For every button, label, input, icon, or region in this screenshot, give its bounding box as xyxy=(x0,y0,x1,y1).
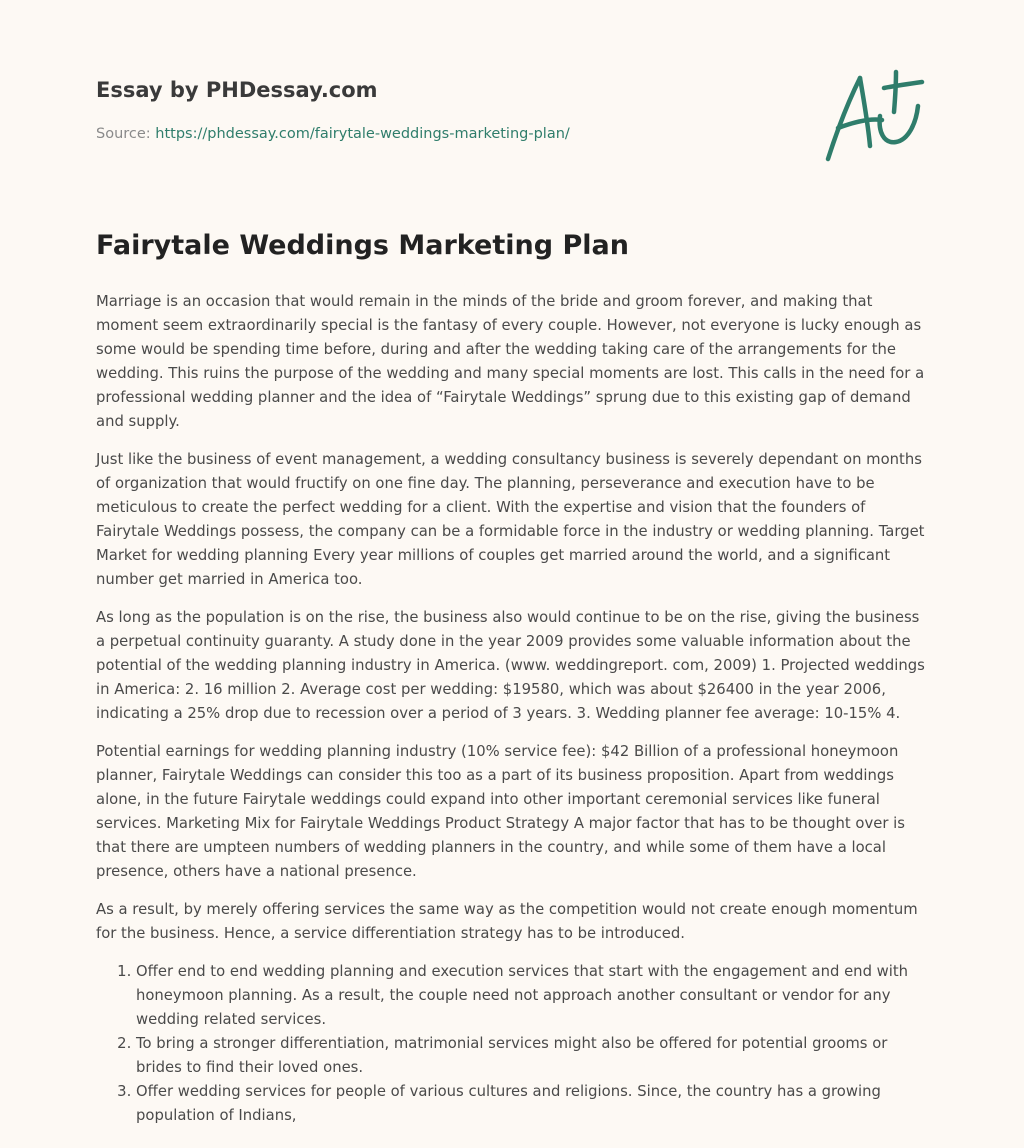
essay-paragraph: Just like the business of event management, a wedding consultancy business is severely dependant on months of organization that would fructify on one fine day. The planning, perseverance and execution have to be meticulous to create the perfect wedding for a client. With the expertise and vision that the founders of Fairytale Weddings possess, the company can be a formidable force in the industry or wedding planning. Target Market for wedding planning Every year millions of couples get married around the world, and a significant number get married in America too. xyxy=(96,451,925,588)
a-plus-logo-icon xyxy=(822,66,928,164)
page-header xyxy=(96,76,796,144)
list-item: 1. Offer end to end wedding planning and execution services that start with the engagement and end with honeymoon planning. As a result, the couple need not approach another consultant or vendor for any wedding related services. xyxy=(136,960,931,1032)
essay-paragraph: Potential earnings for wedding planning industry (10% service fee): $42 Billion of a professional honeymoon planner, Fairytale Weddings can consider this too as a part of its business proposition. Apart from weddings alone, in the future Fairytale weddings could expand into other important ceremonial services like funeral services. Marketing Mix for Fairytale Weddings Product Strategy A major factor that has to be thought over is that there are umpteen numbers of wedding planners in the country, and while some of them have a local presence, others have a national presence. xyxy=(96,743,905,880)
source-line xyxy=(96,124,796,144)
essay-content xyxy=(96,228,931,1128)
essay-title: Fairytale Weddings Marketing Plan xyxy=(96,230,629,261)
source-label: Source: xyxy=(96,126,151,142)
essay-paragraph: As a result, by merely offering services the same way as the competition would not create enough momentum for the business. Hence, a service differentiation strategy has to be introduced. xyxy=(96,901,918,942)
essay-paragraph: As long as the population is on the rise, the business also would continue to be on the rise, giving the business a perpetual continuity guaranty. A study done in the year 2009 provides some valuable information about the potential of the wedding planning industry in America. (www. weddingreport. com, 2009) 1. Projected weddings in America: 2. 16 million 2. Average cost per wedding: $19580, which was about $26400 in the year 2006, indicating a 25% drop due to recession over a period of 3 years. 3. Wedding planner fee average: 10-15% 4. xyxy=(96,609,925,722)
site-title: Essay by PHDessay.com xyxy=(96,78,378,102)
strategy-list xyxy=(96,960,931,1128)
list-item: 3. Offer wedding services for people of various cultures and religions. Since, the country has a growing population of Indians, xyxy=(136,1080,931,1128)
source-link[interactable]: https://phdessay.com/fairytale-weddings-marketing-plan/ xyxy=(155,126,570,142)
essay-paragraph: Marriage is an occasion that would remain in the minds of the bride and groom forever, and making that moment seem extraordinarily special is the fantasy of every couple. However, not everyone is lucky enough as some would be spending time before, during and after the wedding taking care of the arrangements for the wedding. This ruins the purpose of the wedding and many special moments are lost. This calls in the need for a professional wedding planner and the idea of “Fairytale Weddings” sprung due to this existing gap of demand and supply. xyxy=(96,293,925,430)
list-item: 2. To bring a stronger differentiation, matrimonial services might also be offered for potential grooms or brides to find their loved ones. xyxy=(136,1032,931,1080)
